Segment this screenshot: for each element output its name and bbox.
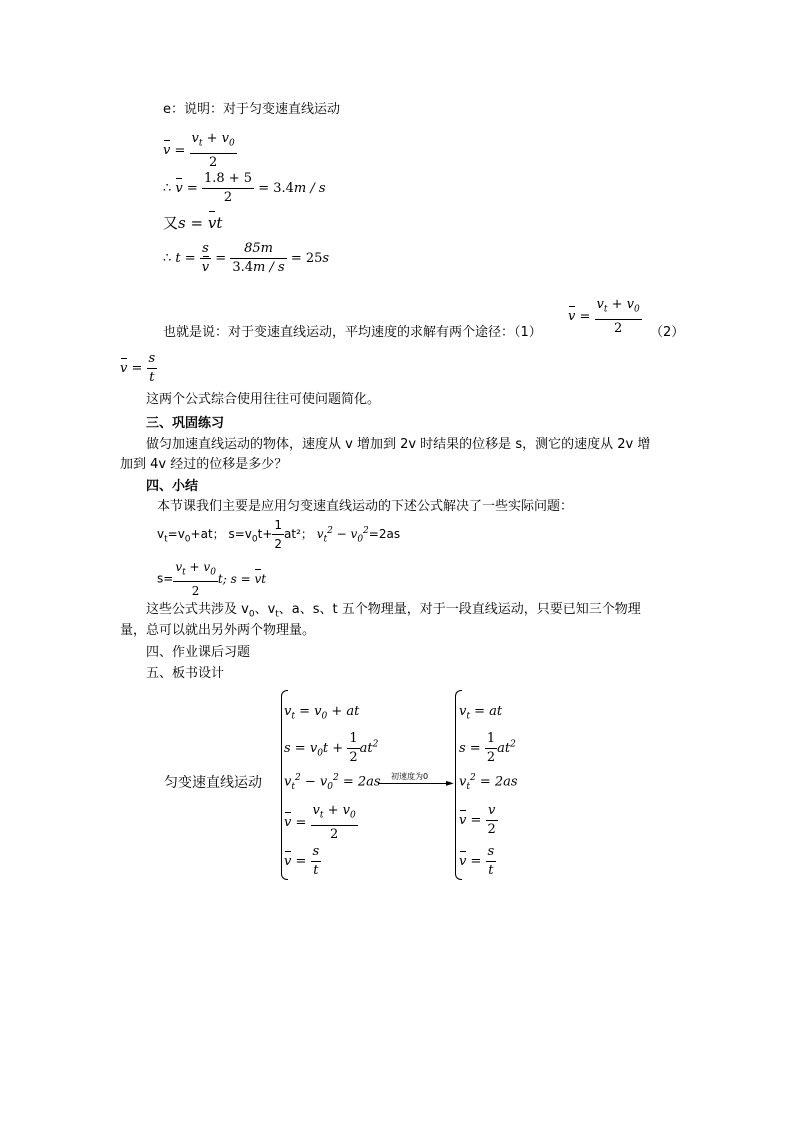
- formula-summary-2: v = $\frac{s}{t}$: [120, 351, 156, 385]
- board-eq-3: $v_t^2 - v_0^2 = 2as$: [284, 773, 381, 792]
- formula-row-2: s= $\frac{v_t + v_0}{2}$ t; s = vt: [157, 560, 267, 599]
- formula-s-vt: 又s = vt: [163, 214, 223, 232]
- board-r-eq-3: $v_t^2 = 2as$: [459, 773, 518, 792]
- variables-line-1: 这些公式共涉及 $v_0$、$v_t$、a、s、t 五个物理量，对于一段直线运动，只要已知三个物理: [146, 602, 641, 620]
- exercise-line-1: 做匀加速直线运动的物体，速度从 v 增加到 2v 时结果的位移是 s，测它的速度从 2v 增: [146, 437, 651, 452]
- board-eq-4: v = $\frac{v_t + v_0}{2}$: [284, 803, 356, 842]
- board-eq-5: v = $\frac{s}{t}$: [284, 844, 320, 878]
- homework-heading: 四、作业课后习题: [146, 645, 251, 660]
- section-3-heading: 三、巩固练习: [146, 416, 225, 431]
- board-r-eq-4: v = $\frac{v}{2}$: [459, 803, 496, 837]
- simplify-note: 这两个公式综合使用往往可使问题简化。: [146, 392, 381, 407]
- summary-text-2: （2）: [650, 325, 685, 340]
- arrow-label: 初速度为0: [391, 772, 429, 781]
- board-r-eq-1: $v_t$ = at: [459, 704, 503, 722]
- board-label: 匀变速直线运动: [164, 775, 262, 791]
- formula-time: ∴ t = $\frac{s}{v}$ = $\frac{85m}{3.4m / s}$ = 25s: [163, 241, 330, 275]
- board-eq-2: $s = v_0t$ + $\frac{1}{2}$ $at^2$: [284, 731, 379, 765]
- board-r-eq-5: v = $\frac{s}{t}$: [459, 844, 495, 878]
- section-4-heading: 四、小结: [146, 479, 199, 494]
- formula-avg-calc: ∴ v = $\frac{1.8 + 5}{2}$ = 3.4m / s: [163, 171, 326, 205]
- summary-intro: 本节课我们主要是应用匀变速直线运动的下述公式解决了一些实际问题：: [157, 499, 574, 514]
- intro-line: e：说明：对于匀变速直线运动: [163, 102, 340, 117]
- board-r-eq-2: s = $\frac{1}{2}$ $at^2$: [459, 731, 516, 765]
- summary-text: 也就是说：对于变速直线运动，平均速度的求解有两个途径：（1）: [163, 325, 542, 340]
- formula-avg-velocity: v = $\frac{v_t + v_0}{2}$: [163, 131, 235, 170]
- exercise-line-2: 加到 4v 经过的位移是多少？: [120, 457, 288, 472]
- arrow-head-icon: ►: [446, 778, 454, 789]
- board-eq-1: $v_t = v_0$ + at: [284, 704, 360, 722]
- formula-row-1: $v_t=v_0+at$； $s=v_0t+$ $\frac{1}{2}$ at²； $v_t^2 - v_0^2=2as$: [157, 518, 401, 551]
- arrow-line: [378, 783, 450, 784]
- section-5-heading: 五、板书设计: [146, 666, 225, 681]
- formula-summary-1: v = $\frac{v_t + v_0}{2}$: [568, 297, 640, 336]
- variables-line-2: 量，总可以就出另外两个物理量。: [120, 623, 316, 638]
